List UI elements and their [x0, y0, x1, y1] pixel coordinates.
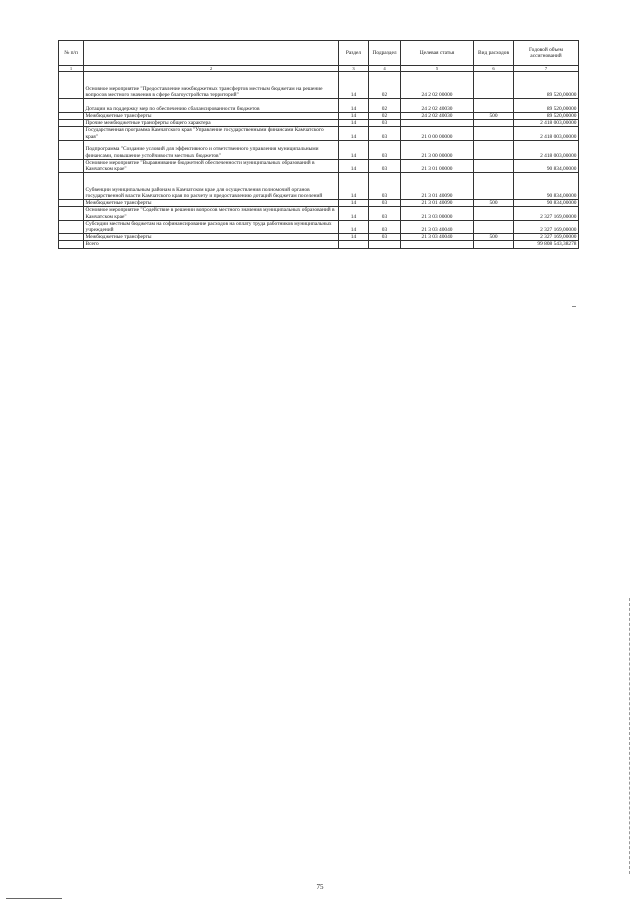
- row-expense-type: [474, 207, 514, 220]
- header-expense-type: Вид расходов: [474, 41, 514, 66]
- row-name: Межбюджетные трансферты: [84, 234, 339, 241]
- row-name: Субвенции муниципальным районам в Камчатском крае для осуществления полномочий органов государственной власти Камчатского края по расчету и предоставлению дотаций бюджетам поселений: [84, 173, 339, 200]
- row-name: Прочие межбюджетные трансферты общего характера: [84, 120, 339, 127]
- row-target-article: 21 3 01 00000: [401, 159, 474, 172]
- table-row: [59, 99, 579, 113]
- row-amount: 90 834,00000: [514, 173, 579, 200]
- row-subsection: 02: [369, 113, 401, 120]
- row-subsection: 03: [369, 120, 401, 127]
- row-amount: 89 520,00000: [514, 113, 579, 120]
- row-target-article: 21 3 03 00000: [401, 207, 474, 220]
- table-header-row: [59, 41, 579, 66]
- row-target-article: 24 2 02 00000: [401, 72, 474, 99]
- row-expense-type: 500: [474, 113, 514, 120]
- row-amount: 2 327 169,00000: [514, 220, 579, 233]
- row-number: [59, 120, 84, 127]
- row-subsection: 03: [369, 207, 401, 220]
- row-section: 14: [339, 127, 369, 140]
- row-number: [59, 234, 84, 241]
- row-expense-type: [474, 173, 514, 200]
- header-name: [84, 41, 339, 66]
- row-target-article: 21 3 03 40040: [401, 234, 474, 241]
- table-row: [59, 207, 579, 220]
- column-index: 6: [474, 66, 514, 72]
- row-expense-type: [474, 220, 514, 233]
- row-target-article: 21 3 01 40090: [401, 200, 474, 207]
- row-number: [59, 207, 84, 220]
- row-expense-type: [474, 159, 514, 172]
- row-section: 14: [339, 120, 369, 127]
- table-row: [59, 159, 579, 172]
- total-label: Всего: [84, 241, 339, 248]
- column-index: 5: [401, 66, 474, 72]
- row-subsection: 03: [369, 140, 401, 159]
- row-name: Субсидии местным бюджетам на софинансирование расходов на оплату труда работников муниципальных учреждений: [84, 220, 339, 233]
- row-subsection: 02: [369, 72, 401, 99]
- row-name: Подпрограмма "Создание условий для эффективного и ответственного управления муниципальными финансами, повышение устойчивости местных бюджетов": [84, 140, 339, 159]
- row-section: 14: [339, 99, 369, 113]
- total-amount: 99 808 543,38278: [514, 241, 579, 248]
- row-target-article: 24 2 02 40030: [401, 113, 474, 120]
- column-index: 3: [339, 66, 369, 72]
- row-amount: 2 327 169,00000: [514, 234, 579, 241]
- column-index: 2: [84, 66, 339, 72]
- header-target-article: Целевая статья: [401, 41, 474, 66]
- row-expense-type: 500: [474, 200, 514, 207]
- header-number: № п/п: [59, 41, 84, 66]
- row-name: Основное мероприятие "Содействие в решении вопросов местного значения муниципальных образований в Камчатском крае": [84, 207, 339, 220]
- budget-table: [58, 40, 579, 249]
- row-target-article: 21 3 00 00000: [401, 140, 474, 159]
- table-body: [59, 72, 579, 241]
- row-amount: 2 418 003,00000: [514, 140, 579, 159]
- row-number: [59, 127, 84, 140]
- table-row: [59, 120, 579, 127]
- row-number: [59, 173, 84, 200]
- row-number: [59, 72, 84, 99]
- footer-divider: [6, 898, 62, 899]
- row-number: [59, 140, 84, 159]
- table-row: [59, 200, 579, 207]
- row-subsection: 03: [369, 200, 401, 207]
- row-amount: 2 418 003,00000: [514, 120, 579, 127]
- row-amount: 2 327 169,00000: [514, 207, 579, 220]
- row-subsection: 03: [369, 220, 401, 233]
- row-section: 14: [339, 72, 369, 99]
- row-name: Основное мероприятие "Выравнивание бюджетной обеспеченности муниципальных образований в Камчатском крае": [84, 159, 339, 172]
- row-amount: 90 834,00000: [514, 200, 579, 207]
- row-target-article: 21 3 01 40090: [401, 173, 474, 200]
- table-row: [59, 173, 579, 200]
- row-expense-type: [474, 127, 514, 140]
- row-target-article: 21 0 00 00000: [401, 127, 474, 140]
- row-target-article: 21 3 03 40040: [401, 220, 474, 233]
- row-name: Межбюджетные трансферты: [84, 200, 339, 207]
- row-expense-type: [474, 140, 514, 159]
- row-section: 14: [339, 234, 369, 241]
- row-subsection: 03: [369, 173, 401, 200]
- table-row: [59, 113, 579, 120]
- row-name: Основное мероприятие "Предоставление межбюджетных трансфертов местным бюджетам на решение вопросов местного значения в сфере благоустройства территорий": [84, 72, 339, 99]
- row-subsection: 03: [369, 159, 401, 172]
- row-section: 14: [339, 113, 369, 120]
- row-subsection: 02: [369, 99, 401, 113]
- row-number: [59, 159, 84, 172]
- table-row: [59, 72, 579, 99]
- header-section: Раздел: [339, 41, 369, 66]
- table-row: [59, 234, 579, 241]
- row-amount: 89 520,00000: [514, 72, 579, 99]
- row-amount: 90 834,00000: [514, 159, 579, 172]
- row-target-article: 24 2 02 40030: [401, 99, 474, 113]
- row-expense-type: [474, 72, 514, 99]
- row-number: [59, 113, 84, 120]
- row-amount: 89 520,00000: [514, 99, 579, 113]
- row-expense-type: [474, 99, 514, 113]
- row-subsection: 03: [369, 234, 401, 241]
- row-expense-type: [474, 120, 514, 127]
- row-name: Межбюджетные трансферты: [84, 113, 339, 120]
- row-number: [59, 200, 84, 207]
- row-expense-type: 500: [474, 234, 514, 241]
- row-section: 14: [339, 200, 369, 207]
- row-target-article: [401, 120, 474, 127]
- row-section: 14: [339, 173, 369, 200]
- column-index: 4: [369, 66, 401, 72]
- row-subsection: 03: [369, 127, 401, 140]
- table-row: [59, 220, 579, 233]
- table-row: [59, 140, 579, 159]
- row-name: Государственная программа Камчатского края "Управление государственными финансами Камчатского края": [84, 127, 339, 140]
- header-annual-amount: Годовой объем ассигнований: [514, 41, 579, 66]
- column-index: 7: [514, 66, 579, 72]
- scan-edge-line: [629, 598, 630, 874]
- row-number: [59, 220, 84, 233]
- table-row: [59, 127, 579, 140]
- row-amount: 2 418 003,00000: [514, 127, 579, 140]
- scan-mark: [572, 306, 576, 309]
- row-name: Дотации на поддержку мер по обеспечению сбалансированности бюджетов: [84, 99, 339, 113]
- row-number: [59, 99, 84, 113]
- row-section: 14: [339, 207, 369, 220]
- row-section: 14: [339, 159, 369, 172]
- row-section: 14: [339, 220, 369, 233]
- header-subsection: Подраздел: [369, 41, 401, 66]
- row-section: 14: [339, 140, 369, 159]
- column-index: 1: [59, 66, 84, 72]
- page-number: 75: [316, 883, 324, 891]
- total-row: [59, 241, 579, 248]
